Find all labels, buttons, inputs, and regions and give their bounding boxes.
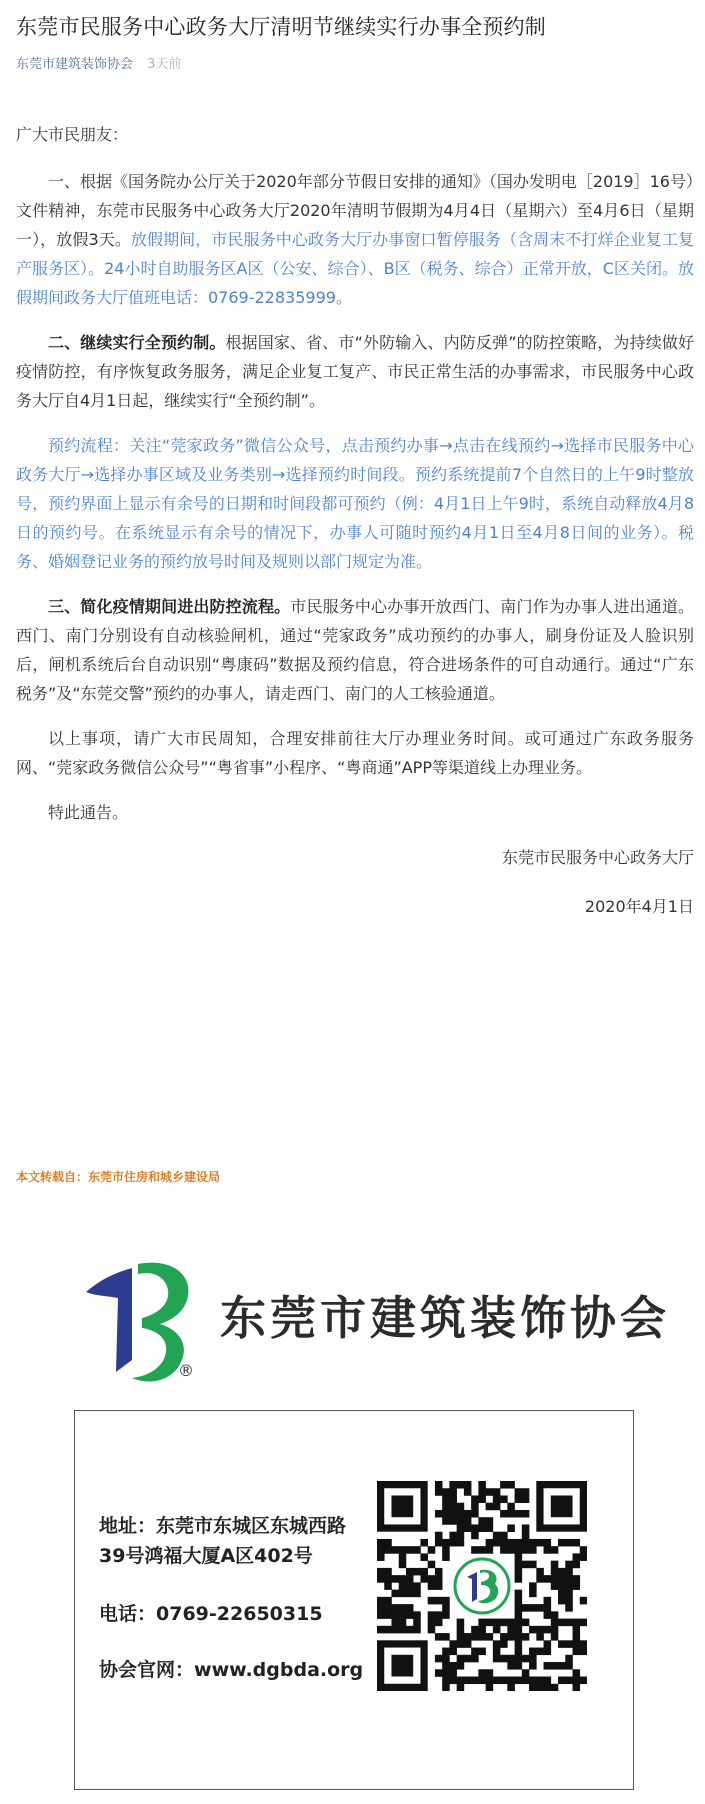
holiday-highlight: 放假期间，市民服务中心政务大厅办事窗口暂停服务（含周末不打烊企业复工复产服务区）。24小时自助服务区A区（公安、综合）、B区（税务、综合）正常开放，C区关闭。放假期间政务大厅值班电话：0769-22835999。 (16, 230, 694, 307)
paragraph-notice: 以上事项，请广大市民周知，合理安排前往大厅办理业务时间。或可通过广东政务服务网、“莞家政务微信公众号”“粤省事”小程序、“粤商通”APP等渠道线上办理业务。 (16, 729, 694, 777)
registered-mark: ® (178, 1361, 194, 1380)
paragraph-appointment (16, 328, 694, 415)
publish-time: 3天前 (147, 57, 182, 72)
contact-card (74, 1410, 634, 1790)
logo-text: 东莞市建筑装饰协会 (220, 1291, 670, 1345)
signature-date: 2020年4月1日 (584, 897, 694, 916)
paragraph-process: 预约流程：关注“莞家政务”微信公众号，点击预约办事→点击在线预约→选择市民服务中心政务大厅→选择办事区域及业务类别→选择预约时间段。预约系统提前7个自然日的上午9时整放号，预约界面上显示有余号的日期和时间段都可预约（例：4月1日上午9时，系统自动释放4月8日的预约号。在系统显示有余号的情况下，办事人可随时预约4月1日至4月8日间的业务）。税务、婚姻登记业务的预约放号时间及规则以部门规定为准。 (16, 436, 694, 571)
phone-row (99, 1599, 369, 1629)
paragraph-entry (16, 592, 694, 708)
appointment-heading: 二、继续实行全预约制。 (48, 333, 226, 352)
entry-text: 市民服务中心办事开放西门、南门作为办事人进出通道。西门、南门分别设有自动核验闸机，通过“莞家政务”成功预约的办事人，刷身份证及人脸识别后，闸机系统后台自动识别“粤康码”数据及预约信息，符合进场条件的可自动通行。通过“广东税务”及“东莞交警”预约的办事人，请走西门、南门的人工核验通道。 (16, 597, 694, 703)
website-url: www.dgbda.org (194, 1659, 364, 1681)
website-label: 协会官网： (99, 1659, 195, 1681)
article-meta (16, 56, 694, 74)
phone-number: 0769-22650315 (156, 1603, 323, 1625)
address-line-2: 39号鸿福大厦A区402号 (99, 1545, 313, 1567)
address-line-1 (99, 1511, 369, 1541)
association-logo (80, 1252, 670, 1392)
contact-info (99, 1511, 369, 1685)
source-note: 本文转载自：东莞市住房和城乡建设局 (16, 1170, 221, 1184)
logo-mark-icon (80, 1252, 210, 1392)
qr-code-icon (377, 1481, 587, 1691)
appointment-text: 根据国家、省、市“外防输入、内防反弹”的防控策略，为持续做好疫情防控，有序恢复政务服务，满足企业复工复产、市民正常生活的办事需求，市民服务中心政务大厅自4月1日起，继续实行“全预约制”。 (16, 333, 694, 410)
address-label: 地址： (99, 1515, 157, 1537)
address-line1-text: 东莞市东城区东城西路 (156, 1515, 347, 1537)
paragraph-closing: 特此通告。 (48, 803, 129, 822)
paragraph-holiday (16, 167, 694, 312)
phone-label: 电话： (99, 1603, 157, 1625)
author-link[interactable]: 东莞市建筑装饰协会 (16, 57, 134, 72)
article-content (16, 120, 694, 921)
website-row (99, 1655, 369, 1685)
holiday-text: 一、根据《国务院办公厅关于2020年部分节假日安排的通知》（国办发明电［2019］16号）文件精神，东莞市民服务中心政务大厅2020年清明节假期为4月4日（星期六）至4月6日（星期一），放假3天。 (16, 172, 694, 249)
greeting: 广大市民朋友： (16, 125, 129, 144)
entry-heading: 三、简化疫情期间进出防控流程。 (48, 597, 291, 616)
article (16, 0, 694, 937)
article-title: 东莞市民服务中心政务大厅清明节继续实行办事全预约制 (16, 15, 546, 39)
signature-org: 东莞市民服务中心政务大厅 (501, 848, 694, 867)
